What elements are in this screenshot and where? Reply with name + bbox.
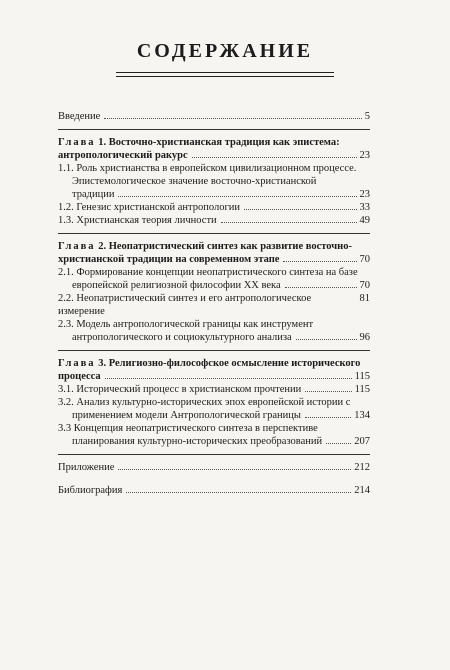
toc-item-line: 2.1. Формирование концепции неопатристического синтеза на базе [58, 267, 358, 278]
page-number: 23 [359, 150, 370, 161]
table-of-contents [58, 110, 370, 497]
section-divider [58, 454, 370, 455]
chapter-prefix: Глава [58, 137, 96, 148]
title-rule-top [116, 72, 334, 73]
toc-item-line: Эпистемологическое значение восточно-христианской [72, 176, 317, 187]
dot-leader [305, 416, 351, 418]
page-number: 134 [354, 410, 370, 421]
chapter-title-line: процесса [58, 371, 101, 382]
chapter-title-line: Восточно-христианская традиция как эпистема: [108, 137, 340, 148]
page-number: 33 [359, 202, 370, 213]
toc-item-line: 1.3. Христианская теория личности [58, 215, 217, 226]
dot-leader [118, 195, 356, 197]
page-number: 70 [359, 280, 370, 291]
section-divider [58, 129, 370, 130]
toc-item-line: 1.1. Роль христианства в европейском цивилизационном процессе. [58, 163, 357, 174]
toc-chapter-1[interactable] [58, 136, 370, 162]
toc-chapter-2[interactable] [58, 240, 370, 266]
toc-item-line: 2.3. Модель антропологической границы как инструмент [58, 319, 314, 330]
page-number: 214 [354, 485, 370, 496]
toc-chapter-3[interactable] [58, 357, 370, 383]
toc-item-2-3[interactable] [58, 318, 370, 344]
toc-item-2-1[interactable] [58, 266, 370, 292]
page-number: 96 [359, 332, 370, 343]
chapter-number: 1. [98, 137, 107, 148]
toc-item-1-3[interactable] [58, 214, 370, 227]
toc-item-1-1[interactable] [58, 162, 370, 201]
chapter-title-line: Религиозно-философское осмысление исторического [108, 358, 361, 369]
toc-item-1-2[interactable] [58, 201, 370, 214]
page-number: 5 [364, 111, 370, 122]
toc-item-3-1[interactable] [58, 383, 370, 396]
dot-leader [296, 338, 357, 340]
dot-leader [118, 468, 351, 470]
page-number: 23 [359, 189, 370, 200]
toc-item-3-2[interactable] [58, 396, 370, 422]
dot-leader [221, 221, 357, 223]
toc-item-2-2[interactable] [58, 292, 370, 318]
dot-leader [192, 156, 357, 158]
page-number: 70 [359, 254, 370, 265]
chapter-prefix: Глава [58, 241, 96, 252]
page-number: 212 [354, 462, 370, 473]
dot-leader [104, 117, 361, 119]
toc-intro-label: Введение [58, 111, 101, 122]
toc-intro[interactable] [58, 110, 370, 123]
page-number: 207 [354, 436, 370, 447]
dot-leader [105, 377, 352, 379]
toc-item-line: 3.2. Анализ культурно-исторических эпох европейской истории с [58, 397, 351, 408]
dot-leader [126, 491, 351, 493]
toc-bibliography[interactable] [58, 484, 370, 497]
title-rule-bottom [116, 76, 334, 77]
chapter-number: 3. [98, 358, 107, 369]
toc-item-line: применением модели Антропологической границы [72, 410, 301, 421]
page-title: СОДЕРЖАНИЕ [136, 40, 314, 62]
toc-item-3-3[interactable] [58, 422, 370, 448]
page-number: 115 [354, 384, 370, 395]
dot-leader [283, 260, 356, 262]
toc-item-line: 2.2. Неопатристический синтез и его антропологическое измерение [58, 293, 312, 317]
toc-bibliography-label: Библиография [58, 485, 123, 496]
toc-appendix-label: Приложение [58, 462, 115, 473]
dot-leader [244, 208, 356, 210]
toc-item-line: 3.3 Концепция неопатристического синтеза в перспективе [58, 423, 318, 434]
section-divider [58, 233, 370, 234]
page-number: 49 [359, 215, 370, 226]
chapter-title-line: Неопатристический синтез как развитие восточно- [108, 241, 352, 252]
page-number: 115 [354, 371, 370, 382]
chapter-title-line: антропологический ракурс [58, 150, 188, 161]
toc-item-line: европейской религиозной философии ХХ века [72, 280, 281, 291]
page-number: 81 [359, 293, 370, 304]
chapter-number: 2. [98, 241, 107, 252]
dot-leader [305, 390, 351, 392]
toc-item-line: 1.2. Генезис христианской антропологии [58, 202, 241, 213]
toc-item-line: планирования культурно-исторических преобразований [72, 436, 323, 447]
toc-appendix[interactable] [58, 461, 370, 474]
dot-leader [285, 286, 357, 288]
toc-item-line: 3.1. Исторический процесс в христианском прочтении [58, 384, 302, 395]
chapter-title-line: христианской традиции на современном этапе [58, 254, 280, 265]
toc-item-line: антропологического и социокультурного анализа [72, 332, 292, 343]
chapter-prefix: Глава [58, 358, 96, 369]
section-divider [58, 350, 370, 351]
toc-item-line: традиции [72, 189, 115, 200]
dot-leader [326, 442, 351, 444]
